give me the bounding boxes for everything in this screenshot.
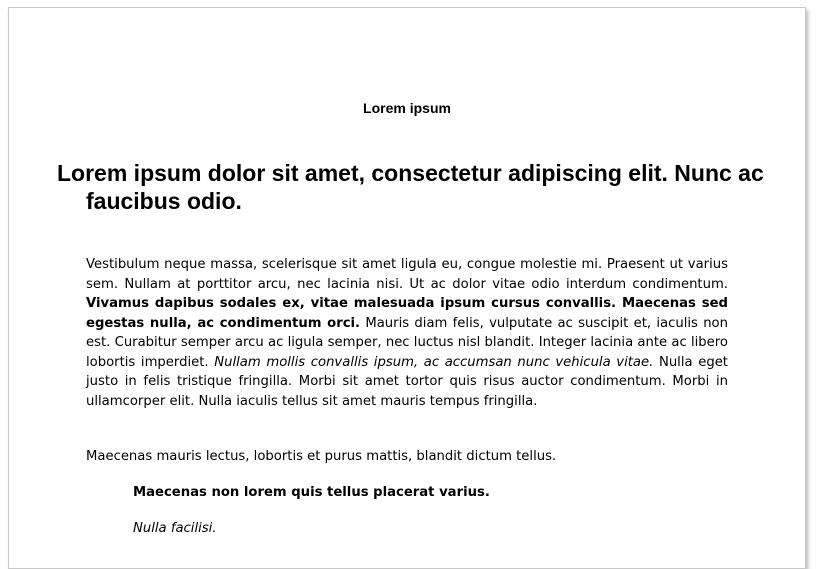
paragraph-1-text-2: Mauris diam felis, vulputate ac suscipit et, iaculis non est. Curabitur semper arcu ac ligula semper, nec luctus nisl blandit. Integer lacinia ante ac libero lobortis imperdiet. (86, 315, 728, 370)
list-item (109, 519, 729, 539)
paragraph-1-text-1: Vestibulum neque massa, scelerisque sit amet ligula eu, congue molestie mi. Praesent ut varius sem. Nullam at porttitor arcu, nec lacinia nisi. Ut ac dolor vitae odio interdum condimentum. (86, 257, 728, 292)
body-paragraph-2: Maecenas mauris lectus, lobortis et purus mattis, blandit dictum tellus. (86, 449, 557, 464)
document-page (8, 7, 806, 569)
list-item-text: Maecenas non lorem quis tellus placerat varius. (133, 485, 490, 500)
paragraph-1-text-3: Nulla eget justo in felis tristique fringilla. Morbi sit amet tortor quis risus auctor condimentum. Morbi in ullamcorper elit. Nulla iaculis tellus sit amet mauris tempus fringilla. (86, 354, 728, 409)
body-paragraph-1 (86, 255, 728, 411)
paragraph-1-bold-text: Vivamus dapibus sodales ex, vitae malesuada ipsum cursus convallis. Maecenas sed egestas nulla, ac condimentum orci. (86, 296, 728, 331)
page-header: Lorem ipsum (363, 100, 451, 116)
list-item-text: Nulla facilisi. (133, 521, 217, 536)
list-item (109, 483, 729, 503)
paragraph-1-italic-text: Nullam mollis convallis ipsum, ac accumsan nunc vehicula vitae. (214, 354, 654, 370)
document-heading: Lorem ipsum dolor sit amet, consectetur adipiscing elit. Nunc ac faucibus odio. (57, 160, 764, 214)
